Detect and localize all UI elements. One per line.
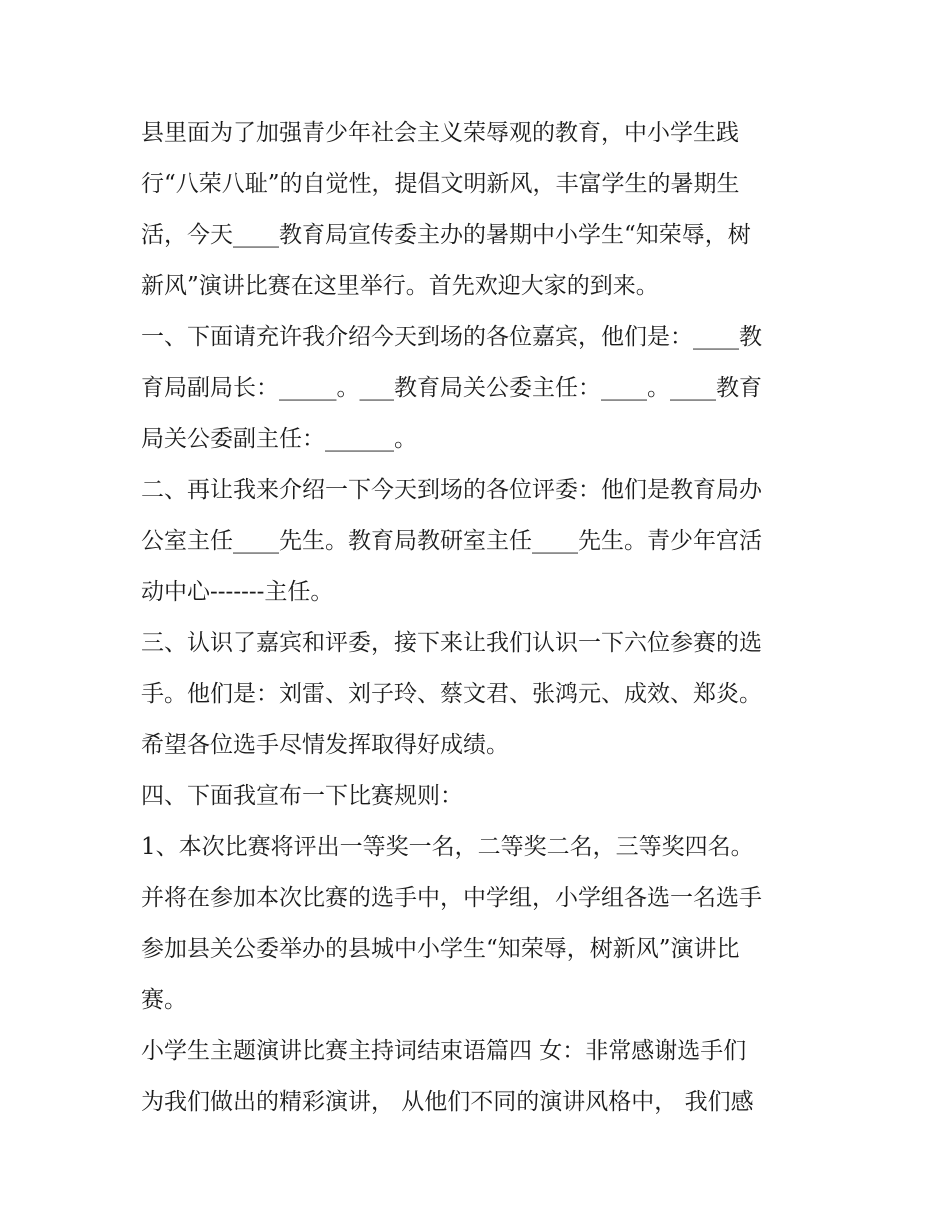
text-line: 县里面为了加强青少年社会主义荣辱观的教育，中小学生践 (141, 120, 739, 146)
text-line: 赛。 (141, 987, 187, 1013)
text-line: 为我们做出的精彩演讲， 从他们不同的演讲风格中， 我们感 (141, 1089, 754, 1115)
text-line: 四、下面我宣布一下比赛规则： (141, 783, 463, 809)
text-line: 活，今天____教育局宣传委主办的暑期中小学生“知荣辱，树 (141, 222, 751, 248)
text-line: 1、本次比赛将评出一等奖一名，二等奖二名，三等奖四名。 (141, 834, 754, 860)
text-line: 三、认识了嘉宾和评委，接下来让我们认识一下六位参赛的选 (141, 630, 762, 656)
text-line: 动中心-------主任。 (141, 579, 334, 605)
text-line: 一、下面请充许我介绍今天到场的各位嘉宾，他们是：____教 (141, 324, 762, 350)
text-line: 育局副局长：_____。___教育局关公委主任：____。____教育 (141, 375, 762, 401)
text-line: 并将在参加本次比赛的选手中，中学组，小学组各选一名选手 (141, 885, 762, 911)
body-text (141, 108, 821, 1128)
text-line: 手。他们是：刘雷、刘子玲、蔡文君、张鸿元、成效、郑炎。 (141, 681, 762, 707)
text-line: 二、再让我来介绍一下今天到场的各位评委：他们是教育局办 (141, 477, 762, 503)
text-line: 希望各位选手尽情发挥取得好成绩。 (141, 732, 509, 758)
text-line: 小学生主题演讲比赛主持词结束语篇四 女：非常感谢选手们 (141, 1038, 747, 1064)
text-line: 公室主任____先生。教育局教研室主任____先生。青少年宫活 (141, 528, 762, 554)
text-line: 新风”演讲比赛在这里举行。首先欢迎大家的到来。 (141, 273, 659, 299)
text-line: 行“八荣八耻”的自觉性，提倡文明新风，丰富学生的暑期生 (141, 171, 740, 197)
text-line: 参加县关公委举办的县城中小学生“知荣辱，树新风”演讲比 (141, 936, 740, 962)
text-line: 局关公委副主任：______。 (141, 426, 417, 452)
